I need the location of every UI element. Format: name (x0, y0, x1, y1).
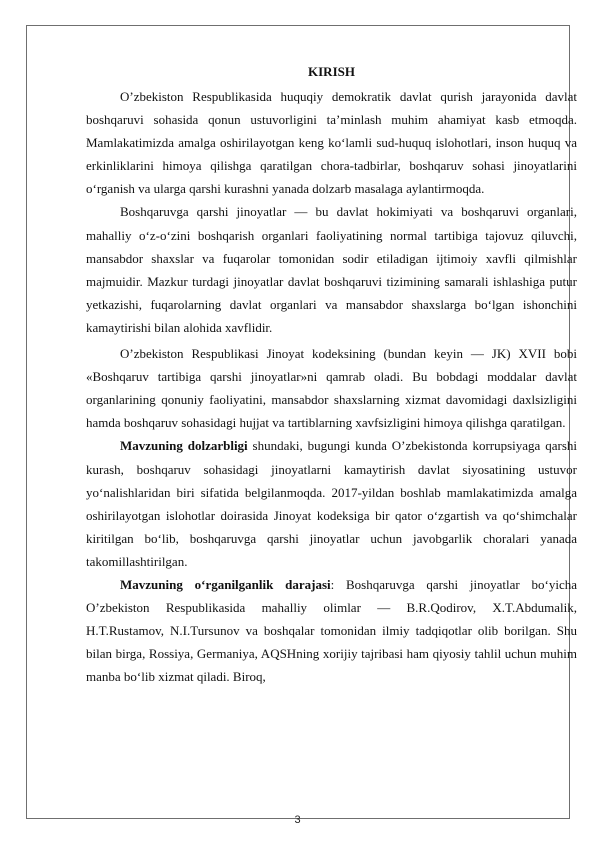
paragraph-text: O’zbekiston Respublikasida huquqiy demokratik davlat qurish jarayonida davlat boshqaruvi sohasida qonun ustuvorligini ta’minlash muhim ahamiyat kasb etmoqda. Mamlakatimizda amalga oshirilayotgan keng ko‘lamli sud-huquq islohotlari, inson huquq va erkinliklarini himoya qilishga qaratilgan chora-tadbirlar, boshqaruv sohasi jinoyatlarini o‘rganish va ularga qarshi kurashni yanada dolzarb masalaga aylantirmoqda. (86, 89, 577, 197)
paragraph-4 (86, 434, 577, 573)
paragraph-3 (86, 342, 577, 434)
paragraph-1 (86, 85, 577, 200)
paragraph-text: shundaki, bugungi kunda O’zbekistonda korrupsiyaga qarshi kurash, boshqaruv sohasidagi jinoyatlarni kamaytirish davlat siyosatining ustuvor yo‘nalishlaridan biri sifatida belgilanmoqda. 2017-yildan boshlab mamlakatimizda amalga oshirilayotgan islohotlar doirasida Jinoyat kodeksiga bir qator o‘zgartish va qo‘shimchalar kiritilgan bo‘lib, boshqaruvga qarshi jinoyatlar uchun javobgarlik choralari yanada takomillashtirilgan. (86, 438, 577, 569)
paragraph-lead: Mavzuning o‘rganilganlik darajasi (120, 576, 331, 592)
paragraph-text: Boshqaruvga qarshi jinoyatlar — bu davlat hokimiyati va boshqaruvi organlari, mahalliy o‘z-o‘zini boshqarish organlari faoliyatining normal tartibiga tajovuz qiluvchi, mansabdor shaxslar va fuqarolar tomonidan sodir etiladigan ijtimoiy xavfli qilmishlar majmuidir. Mazkur turdagi jinoyatlar davlat boshqaruvi tizimining samarali ishlashiga putur yetkazishi, fuqarolarning davlat organlari va mansabdor shaxslarga bo‘lgan ishonchini kamaytirishi bilan alohida xavflidir. (86, 204, 577, 335)
section-title: KIRISH (308, 64, 355, 79)
document-body (86, 60, 577, 688)
page-number: 3 (294, 814, 301, 826)
paragraph-2 (86, 200, 577, 339)
paragraph-text: : Boshqaruvga qarshi jinoyatlar bo‘yicha O’zbekiston Respublikasida mahalliy olimlar — B.R.Qodirov, X.T.Abdumalik, H.T.Rustamov, N.I.Tursunov va boshqalar tomonidan ilmiy tadqiqotlar olib borilgan. Shu bilan birga, Rossiya, Germaniya, AQSHning xorijiy tajribasi ham qiyosiy tahlil uchun muhim manba bo‘lib xizmat qiladi. Biroq, (86, 576, 577, 685)
paragraph-lead: Mavzuning dolzarbligi (120, 438, 248, 454)
paragraph-5 (86, 573, 577, 688)
paragraph-text: O’zbekiston Respublikasi Jinoyat kodeksining (bundan keyin — JK) XVII bobi «Boshqaruv tartibiga qarshi jinoyatlar»ni qamrab oladi. Bu bobdagi moddalar davlat organlarining qonuniy faoliyatini, mansabdor shaxslarning xizmat davomidagi daxlsizligini hamda boshqaruv sohasidagi hujjat va tartiblarning xavfsizligini himoya qilishga qaratilgan. (86, 346, 577, 431)
